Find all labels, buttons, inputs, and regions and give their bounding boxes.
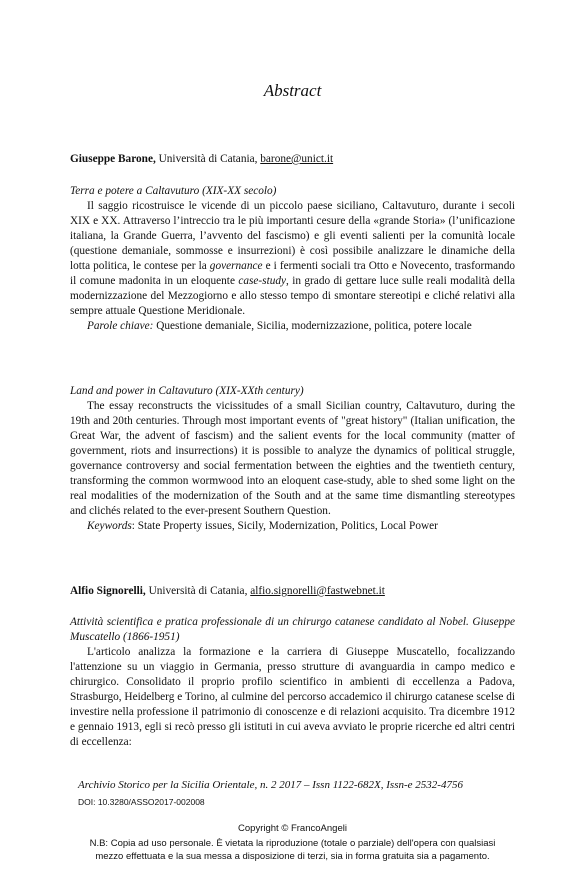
english-keywords-line: [70, 519, 515, 534]
abstract-entry-signorelli: [70, 584, 515, 599]
abstract-text-part: e i fermenti sociali tra Otto e Novecento, trasformando il comune madonita in un eloquente: [70, 260, 515, 287]
italian-abstract-barone: [70, 184, 515, 334]
author-email-link[interactable]: alfio.signorelli@fastwebnet.it: [250, 585, 385, 597]
journal-citation: Archivio Storico per la Sicilia Orientale, n. 2 2017 – Issn 1122-682X, Issn-e 2532-4756: [78, 779, 463, 791]
english-keywords-label: Keywords: [87, 520, 132, 532]
abstract-text-part: Il saggio ricostruisce le vicende di un piccolo paese siciliano, Caltavuturo, durante i secoli XIX e XX. Attraverso l’intreccio tra le più importanti cesure della «grande Storia» (l’unificazione italiana, la Grande Guerra, l’avvento del fascismo) e gli eventi salienti per la comunità locale (questione demaniale, sommosse e insurrezioni) è così possibile analizzare le dinamiche della lotta politica, le contese per la: [70, 200, 515, 272]
copyright-notice: [0, 837, 585, 863]
abstract-text: [70, 199, 515, 319]
keywords-line: [70, 319, 515, 334]
abstract-entry-barone: [70, 152, 515, 167]
copyright-line: Copyright © FrancoAngeli: [238, 823, 347, 834]
abstract-text-emphasis: case-study: [238, 275, 287, 287]
italian-abstract-signorelli: [70, 615, 515, 750]
abstract-text-part: , in grado di gettare luce sulle reali modalità della modernizzazione del Mezzogiorno e allo stesso tempo di smontare stereotipi e cliché relativi alla sempre attuale Questione Meridionale.: [70, 275, 515, 317]
keywords-text: Questione demaniale, Sicilia, modernizzazione, politica, potere locale: [153, 320, 472, 332]
english-abstract-barone: [70, 384, 515, 534]
english-abstract-text: The essay reconstructs the vicissitudes of a small Sicilian country, Caltavuturo, during the 19th and 20th centuries. Through most important events of "great history" (Italian unification, the Great War, the advent of fascism) and the salient events for the local community (matter of government, riots and insurrections) it is possible to analyze the dynamics of political struggle, governance controversy and social fermentation between the eighties and the twentieth century, transforming the common wormwood into an eloquent case-study, able to shed some light on the real modalities of the modernization of the South and at the same time dismantling stereotypes and clichés related to the ever-present Southern Question.: [70, 400, 515, 517]
article-title: Attività scientifica e pratica professionale di un chirurgo catanese candidato al Nobel. Giuseppe Muscatello (1866-1951): [70, 616, 515, 643]
author-email-link[interactable]: barone@unict.it: [260, 153, 334, 165]
author-name: Giuseppe Barone,: [70, 153, 156, 165]
notice-line: mezzo effettuata e la sua messa a disposizione di terzi, sia in forma gratuita sia a pagamento.: [95, 851, 490, 862]
author-affiliation: Università di Catania,: [155, 153, 261, 165]
article-title: Terra e potere a Caltavuturo (XIX-XX secolo): [70, 185, 277, 197]
author-affiliation: Università di Catania,: [145, 585, 251, 597]
page-title: Abstract: [263, 81, 322, 100]
author-name: Alfio Signorelli,: [70, 585, 146, 597]
abstract-text: L'articolo analizza la formazione e la carriera di Giuseppe Muscatello, focalizzando l'attenzione su un viaggio in Germania, presso strutture di avanguardia in campo medico e chirurgico. Consolidato il proprio profilo scientifico in ambienti di eccellenza a Padova, Strasburgo, Heidelberg e Torino, al culmine del percorso accademico il chirurgo catanese scelse di investire nella professione il patrimonio di conoscenze e di relazioni acquisito. Tra dicembre 1912 e gennaio 1913, egli si recò presso gli istituti in cui aveva avviato le proprie ricerche ed altri centri di eccellenza:: [70, 646, 515, 748]
author-line: [70, 584, 515, 599]
abstract-text-emphasis: governance: [209, 260, 263, 272]
notice-line: N.B: Copia ad uso personale. È vietata la riproduzione (totale o parziale) dell'opera con qualsiasi: [89, 838, 496, 849]
author-line: [70, 152, 515, 167]
english-keywords-text: : State Property issues, Sicily, Modernization, Politics, Local Power: [131, 520, 438, 532]
english-article-title: Land and power in Caltavuturo (XIX-XXth century): [70, 385, 304, 397]
keywords-label: Parole chiave:: [87, 320, 154, 332]
doi: DOI: 10.3280/ASSO2017-002008: [78, 797, 205, 807]
